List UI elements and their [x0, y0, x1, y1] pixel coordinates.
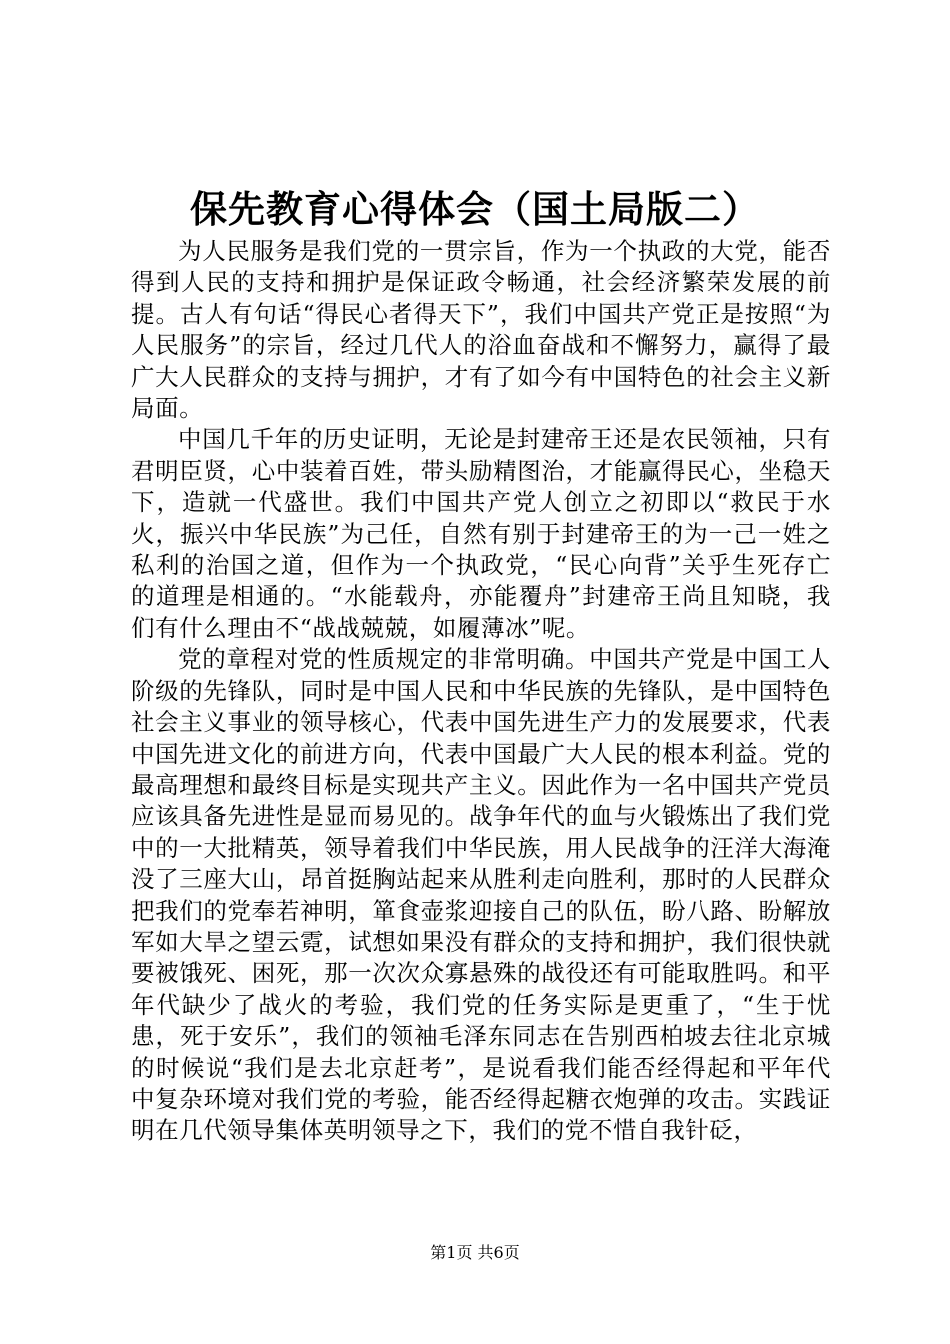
paragraph-1: 为人民服务是我们党的一贯宗旨，作为一个执政的大党，能否得到人民的支持和拥护是保证政令畅通，社会经济繁荣发展的前提。古人有句话“得民心者得天下”，我们中国共产党正是按照“为人民服务”的宗旨，经过几代人的浴血奋战和不懈努力，赢得了最广大人民群众的支持与拥护，才有了如今有中国特色的社会主义新局面。	[131, 237, 831, 423]
paragraph-3: 党的章程对党的性质规定的非常明确。中国共产党是中国工人阶级的先锋队，同时是中国人民和中华民族的先锋队，是中国特色社会主义事业的领导核心，代表中国先进生产力的发展要求，代表中国先进文化的前进方向，代表中国最广大人民的根本利益。党的最高理想和最终目标是实现共产主义。因此作为一名中国共产党员应该具备先进性是显而易见的。战争年代的血与火锻炼出了我们党中的一大批精英，领导着我们中华民族，用人民战争的汪洋大海淹没了三座大山，昂首挺胸站起来从胜利走向胜利，那时的人民群众把我们的党奉若神明，箪食壶浆迎接自己的队伍，盼八路、盼解放军如大旱之望云霓，试想如果没有群众的支持和拥护，我们很快就要被饿死、困死，那一次次众寡悬殊的战役还有可能取胜吗。和平年代缺少了战火的考验，我们党的任务实际是更重了，“生于忧患，死于安乐”，我们的领袖毛泽东同志在告别西柏坡去往北京城的时候说“我们是去北京赶考”，是说看我们能否经得起和平年代中复杂环境对我们党的考验，能否经得起糖衣炮弹的攻击。实践证明在几代领导集体英明领导之下，我们的党不惜自我针砭，	[131, 645, 831, 1145]
page-footer: 第1页 共6页	[430, 1243, 520, 1262]
paragraph-2: 中国几千年的历史证明，无论是封建帝王还是农民领袖，只有君明臣贤，心中装着百姓，带头励精图治，才能赢得民心，坐稳天下，造就一代盛世。我们中国共产党人创立之初即以“救民于水火，振兴中华民族”为己任，自然有别于封建帝王的为一己一姓之私利的治国之道，但作为一个执政党，“民心向背”关乎生死存亡的道理是相通的。“水能载舟，亦能覆舟”封建帝王尚且知晓，我们有什么理由不“战战兢兢，如履薄冰”呢。	[131, 425, 831, 642]
document-body	[131, 236, 831, 1147]
document-title: 保先教育心得体会（国土局版二）	[190, 187, 760, 231]
